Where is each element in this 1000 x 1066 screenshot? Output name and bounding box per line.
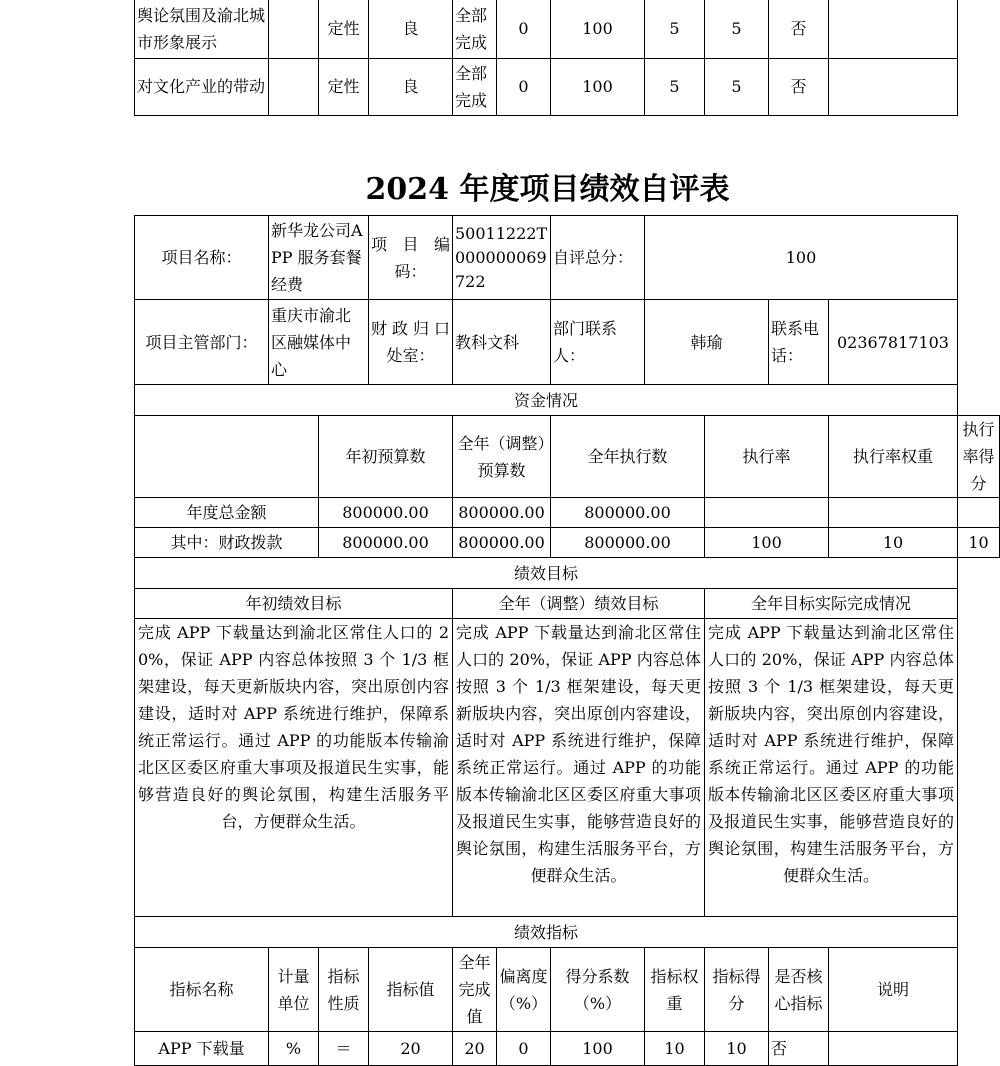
funds-row — [135, 528, 1000, 558]
indicator-header: 指标得分 — [705, 948, 769, 1032]
department-row — [135, 300, 1000, 385]
indicator-deviation: 0 — [497, 1032, 551, 1066]
indicators-header-row — [135, 948, 1000, 1032]
indicator-header: 偏离度（%） — [497, 948, 551, 1032]
indicator-name: APP 下载量 — [135, 1032, 269, 1066]
indicator-core: 否 — [769, 0, 829, 58]
funds-header: 执行率得分 — [958, 416, 1000, 498]
page-title: 2024 年度项目绩效自评表 — [365, 172, 730, 207]
indicators-section-row — [135, 917, 1000, 948]
indicator-deviation: 0 — [497, 58, 551, 115]
indicator-value: 20 — [369, 1032, 453, 1066]
indicator-value: 良 — [369, 0, 453, 58]
indicator-header: 指标值 — [369, 948, 453, 1032]
project-name-row — [135, 216, 1000, 300]
goals-section-row — [135, 558, 1000, 589]
funds-header: 执行率 — [705, 416, 829, 498]
funds-adjusted: 800000.00 — [453, 498, 551, 528]
funds-budget: 800000.00 — [319, 528, 453, 558]
adjusted-goal-text: 完成 APP 下载量达到渝北区常住人口的 20%，保证 APP 内容总体按照 3 个 1/3 框架建设，每天更新版块内容，突出原创内容建设，适时对 APP 系统进行维护，保障系统正常运行。通过 APP 的功能版本传输渝北区区委区府重大事项及报道民生实事，能够营造良好的舆论氛围，构建生活服务平台，方便群众生活。 — [453, 619, 705, 917]
funds-executed: 800000.00 — [551, 498, 705, 528]
indicator-header: 指标名称 — [135, 948, 269, 1032]
indicator-nature: ＝ — [319, 1032, 369, 1066]
funds-score — [958, 498, 1000, 528]
funds-row — [135, 498, 1000, 528]
project-name-label: 项目名称： — [135, 216, 269, 300]
indicator-value: 良 — [369, 58, 453, 115]
funds-section-row — [135, 385, 1000, 416]
contact-name: 韩瑜 — [645, 300, 769, 385]
previous-indicator-table — [134, 0, 958, 116]
indicator-header: 得分系数（%） — [551, 948, 645, 1032]
table-row — [135, 0, 958, 58]
funds-header: 全年（调整）预算数 — [453, 416, 551, 498]
goals-header-row — [135, 589, 1000, 619]
phone-number: 02367817103 — [829, 300, 958, 385]
actual-completion-text: 完成 APP 下载量达到渝北区常住人口的 20%，保证 APP 内容总体按照 3 个 1/3 框架建设，每天更新版块内容，突出原创内容建设，适时对 APP 系统进行维护，保障系统正常运行。通过 APP 的功能版本传输渝北区区委区府重大事项及报道民生实事，能够营造良好的舆论氛围，构建生活服务平台，方便群众生活。 — [705, 619, 958, 917]
funds-score: 10 — [958, 528, 1000, 558]
indicator-header: 说明 — [829, 948, 958, 1032]
funds-row-label: 其中：财政拨款 — [135, 528, 319, 558]
indicator-nature: 定性 — [319, 58, 369, 115]
indicator-name: 对文化产业的带动 — [135, 58, 269, 115]
department-label: 项目主管部门： — [135, 300, 269, 385]
funds-weight: 10 — [829, 528, 958, 558]
table-row — [135, 1032, 1000, 1066]
indicator-name: 舆论氛围及渝北城市形象展示 — [135, 0, 269, 58]
indicator-nature: 定性 — [319, 0, 369, 58]
indicator-weight: 10 — [645, 1032, 705, 1066]
indicator-note — [829, 0, 958, 58]
goals-text-row — [135, 619, 1000, 917]
project-code-label: 项目编码： — [369, 216, 453, 300]
indicator-core: 否 — [769, 58, 829, 115]
funds-weight — [829, 498, 958, 528]
funds-budget: 800000.00 — [319, 498, 453, 528]
self-score: 100 — [645, 216, 958, 300]
goals-header: 全年目标实际完成情况 — [705, 589, 958, 619]
project-code: 50011222T000000069722 — [453, 216, 551, 300]
indicator-score: 5 — [705, 58, 769, 115]
indicator-header: 指标权重 — [645, 948, 705, 1032]
indicator-core: 否 — [769, 1032, 829, 1066]
indicator-score: 5 — [705, 0, 769, 58]
project-name: 新华龙公司APP 服务套餐经费 — [269, 216, 369, 300]
indicator-note — [829, 58, 958, 115]
indicator-weight: 5 — [645, 58, 705, 115]
goals-section-title: 绩效目标 — [135, 558, 958, 589]
indicator-unit — [269, 0, 319, 58]
phone-label: 联系电话： — [769, 300, 829, 385]
indicator-weight: 5 — [645, 0, 705, 58]
finance-office: 教科文科 — [453, 300, 551, 385]
funds-header: 执行率权重 — [829, 416, 958, 498]
self-evaluation-table — [134, 215, 1000, 1066]
indicator-header: 全年完成值 — [453, 948, 497, 1032]
indicator-header: 计量单位 — [269, 948, 319, 1032]
funds-row-label: 年度总金额 — [135, 498, 319, 528]
funds-header: 年初预算数 — [319, 416, 453, 498]
indicator-unit: % — [269, 1032, 319, 1066]
funds-rate — [705, 498, 829, 528]
indicator-deviation: 0 — [497, 0, 551, 58]
indicator-score: 10 — [705, 1032, 769, 1066]
self-score-label: 自评总分： — [551, 216, 645, 300]
finance-office-label: 财政归口处室： — [369, 300, 453, 385]
contact-label: 部门联系人： — [551, 300, 645, 385]
funds-rate: 100 — [705, 528, 829, 558]
indicator-unit — [269, 58, 319, 115]
funds-section-title: 资金情况 — [135, 385, 958, 416]
goals-header: 年初绩效目标 — [135, 589, 453, 619]
funds-executed: 800000.00 — [551, 528, 705, 558]
indicator-header: 是否核心指标 — [769, 948, 829, 1032]
table-row — [135, 58, 958, 115]
goals-header: 全年（调整）绩效目标 — [453, 589, 705, 619]
funds-header-blank — [135, 416, 319, 498]
indicator-actual: 全部完成 — [453, 58, 497, 115]
funds-header: 全年执行数 — [551, 416, 705, 498]
funds-adjusted: 800000.00 — [453, 528, 551, 558]
indicator-coefficient: 100 — [551, 58, 645, 115]
department: 重庆市渝北区融媒体中心 — [269, 300, 369, 385]
initial-goal-text: 完成 APP 下载量达到渝北区常住人口的 20%，保证 APP 内容总体按照 3 个 1/3 框架建设，每天更新版块内容，突出原创内容建设，适时对 APP 系统进行维护，保障系统正常运行。通过 APP 的功能版本传输渝北区区委区府重大事项及报道民生实事，能够营造良好的舆论氛围，构建生活服务平台，方便群众生活。 — [135, 619, 453, 917]
indicator-coefficient: 100 — [551, 0, 645, 58]
indicator-coefficient: 100 — [551, 1032, 645, 1066]
indicator-actual: 20 — [453, 1032, 497, 1066]
indicator-header: 指标性质 — [319, 948, 369, 1032]
indicator-note — [829, 1032, 958, 1066]
indicator-actual: 全部完成 — [453, 0, 497, 58]
indicators-section-title: 绩效指标 — [135, 917, 958, 948]
funds-header-row — [135, 416, 1000, 498]
